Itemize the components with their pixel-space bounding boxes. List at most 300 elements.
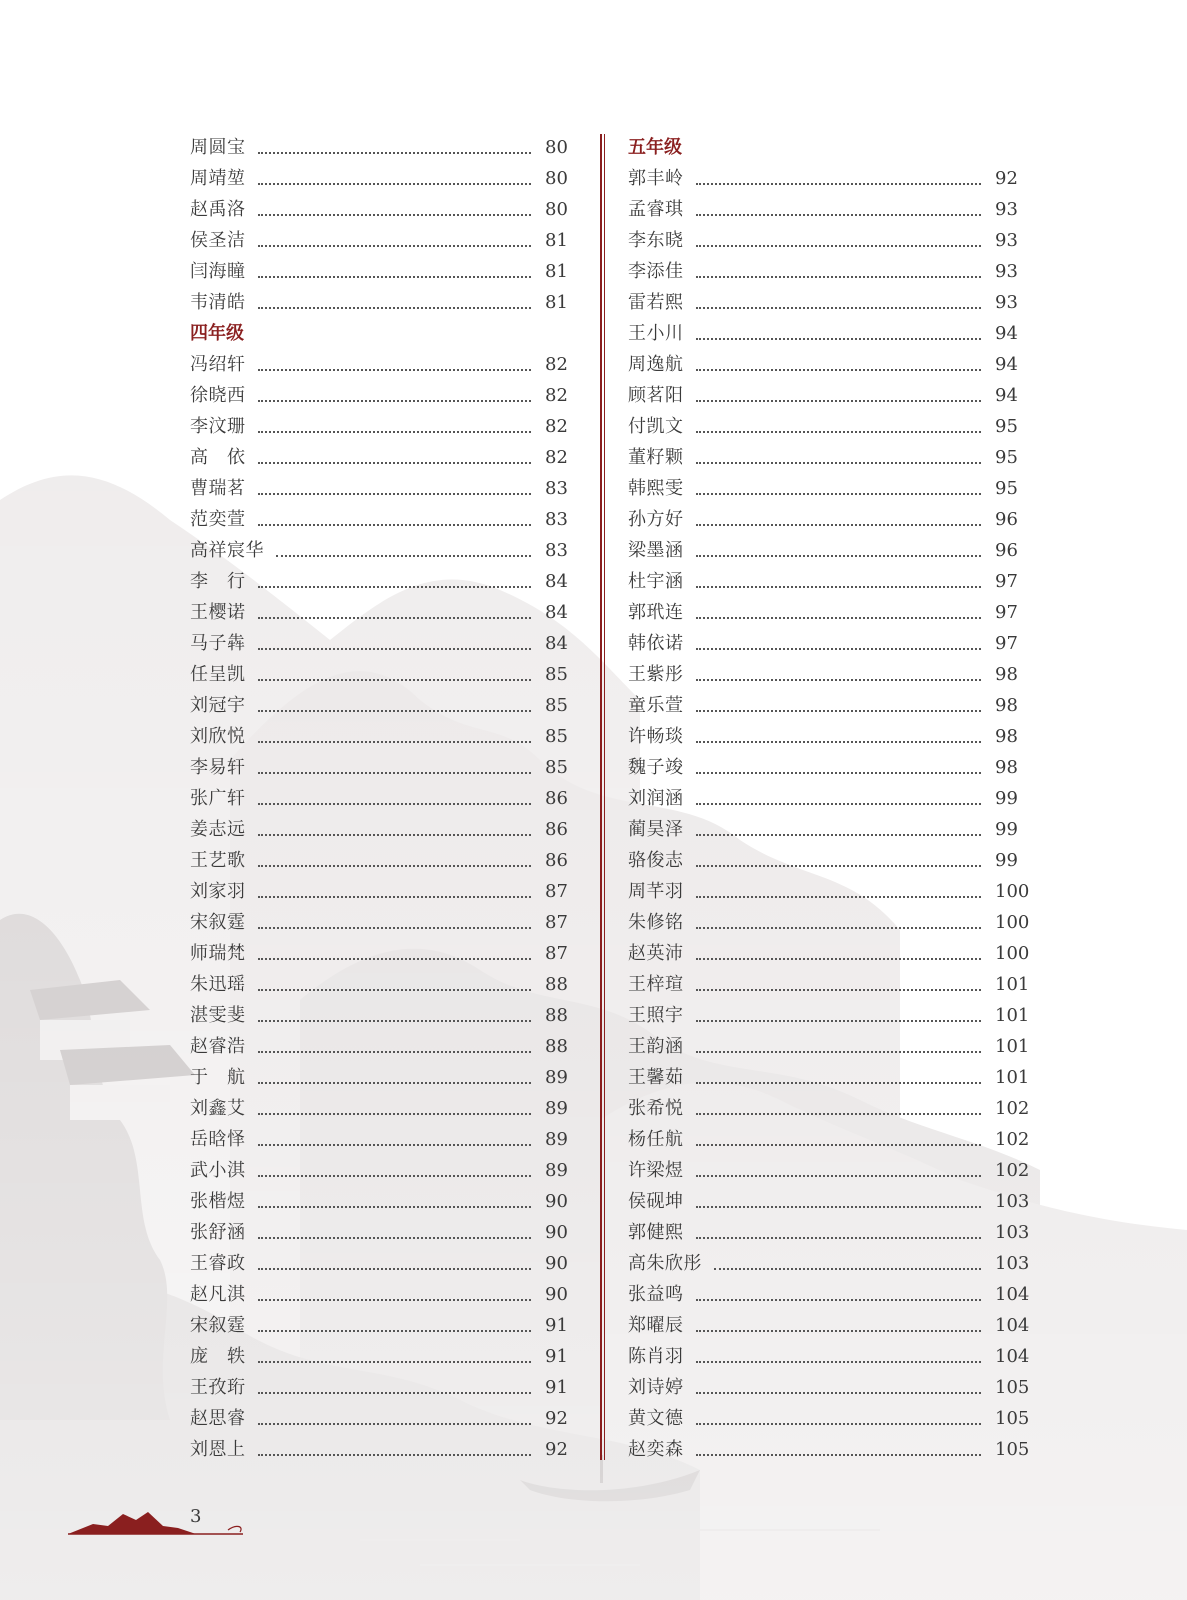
- dot-leader: [258, 1051, 532, 1053]
- entry-name: 王艺歌: [190, 850, 246, 871]
- dot-leader: [258, 1268, 532, 1270]
- entry-page-number: 86: [545, 788, 568, 809]
- entry-name: 周芊羽: [628, 881, 684, 902]
- entry-page-number: 95: [995, 447, 1018, 468]
- toc-entry: [628, 1275, 1031, 1306]
- entry-name: 刘欣悦: [190, 726, 246, 747]
- entry-page-number: 105: [995, 1408, 1030, 1429]
- entry-name: 岳晗怿: [190, 1129, 246, 1150]
- entry-name: 雷若熙: [628, 292, 684, 313]
- entry-name: 王韵涵: [628, 1036, 684, 1057]
- entry-name: 王樱诺: [190, 602, 246, 623]
- entry-page-number: 94: [995, 354, 1018, 375]
- dot-leader: [258, 648, 532, 650]
- entry-page-number: 87: [545, 943, 568, 964]
- toc-entry: [628, 1430, 1031, 1461]
- dot-leader: [258, 1206, 532, 1208]
- dot-leader: [696, 834, 982, 836]
- entry-name: 杜宇涵: [628, 571, 684, 592]
- entry-name: 周逸航: [628, 354, 684, 375]
- toc-entry: [628, 686, 1031, 717]
- entry-page-number: 103: [995, 1191, 1030, 1212]
- dot-leader: [696, 1237, 982, 1239]
- entry-page-number: 104: [995, 1346, 1030, 1367]
- entry-name: 武小淇: [190, 1160, 246, 1181]
- dot-leader: [258, 276, 532, 278]
- dot-leader: [258, 741, 532, 743]
- dot-leader: [258, 1020, 532, 1022]
- toc-entry: [628, 283, 1031, 314]
- toc-entry: [190, 1213, 575, 1244]
- entry-page-number: 96: [995, 540, 1018, 561]
- entry-name: 徐晓西: [190, 385, 246, 406]
- entry-page-number: 103: [995, 1222, 1030, 1243]
- entry-name: 魏子竣: [628, 757, 684, 778]
- dot-leader: [696, 1454, 982, 1456]
- entry-name: 赵奕森: [628, 1439, 684, 1460]
- toc-entry: [628, 159, 1031, 190]
- entry-page-number: 84: [545, 602, 568, 623]
- entry-page-number: 92: [995, 168, 1018, 189]
- dot-leader: [696, 1082, 982, 1084]
- dot-leader: [696, 555, 982, 557]
- toc-entry: [190, 1058, 575, 1089]
- toc-entry: [190, 1368, 575, 1399]
- toc-entry: [628, 314, 1031, 345]
- entry-page-number: 99: [995, 850, 1018, 871]
- toc-entry: [190, 996, 575, 1027]
- grade-heading: 四年级: [190, 323, 244, 344]
- entry-page-number: 80: [545, 199, 568, 220]
- toc-entry: [190, 779, 575, 810]
- entry-name: 宋叙霆: [190, 1315, 246, 1336]
- dot-leader: [696, 183, 982, 185]
- entry-name: 赵英沛: [628, 943, 684, 964]
- dot-leader: [258, 1330, 532, 1332]
- dot-leader: [696, 586, 982, 588]
- entry-page-number: 104: [995, 1284, 1030, 1305]
- dot-leader: [696, 1330, 982, 1332]
- dot-leader: [696, 865, 982, 867]
- toc-entry: [628, 376, 1031, 407]
- toc-entry: [190, 1027, 575, 1058]
- entry-name: 朱修铭: [628, 912, 684, 933]
- dot-leader: [696, 710, 982, 712]
- toc-entry: [190, 407, 575, 438]
- entry-page-number: 85: [545, 695, 568, 716]
- toc-entry: [190, 903, 575, 934]
- entry-name: 王紫彤: [628, 664, 684, 685]
- entry-name: 闫海瞳: [190, 261, 246, 282]
- entry-page-number: 99: [995, 788, 1018, 809]
- toc-entry: [190, 1151, 575, 1182]
- entry-page-number: 100: [995, 912, 1030, 933]
- dot-leader: [276, 555, 531, 557]
- entry-name: 李汶珊: [190, 416, 246, 437]
- entry-page-number: 100: [995, 943, 1030, 964]
- toc-entry: [190, 1182, 575, 1213]
- dot-leader: [696, 431, 982, 433]
- entry-name: 刘家羽: [190, 881, 246, 902]
- entry-name: 王孜珩: [190, 1377, 246, 1398]
- entry-page-number: 86: [545, 850, 568, 871]
- toc-entry: [190, 872, 575, 903]
- toc-entry: [190, 376, 575, 407]
- toc-entry: [190, 469, 575, 500]
- dot-leader: [696, 1299, 982, 1301]
- toc-entry: [190, 500, 575, 531]
- toc-entry: [190, 1399, 575, 1430]
- entry-name: 王睿政: [190, 1253, 246, 1274]
- entry-page-number: 82: [545, 385, 568, 406]
- toc-entry: [628, 500, 1031, 531]
- entry-page-number: 103: [995, 1253, 1030, 1274]
- entry-name: 高朱欣彤: [628, 1253, 702, 1274]
- entry-page-number: 87: [545, 881, 568, 902]
- dot-leader: [696, 245, 982, 247]
- toc-entry: [628, 748, 1031, 779]
- toc-entry: [190, 1089, 575, 1120]
- entry-page-number: 102: [995, 1129, 1030, 1150]
- toc-entry: [190, 686, 575, 717]
- entry-name: 董籽颗: [628, 447, 684, 468]
- dot-leader: [714, 1268, 981, 1270]
- entry-page-number: 83: [545, 509, 568, 530]
- dot-leader: [696, 1113, 982, 1115]
- entry-name: 朱迅瑶: [190, 974, 246, 995]
- entry-page-number: 98: [995, 695, 1018, 716]
- toc-entry: [628, 562, 1031, 593]
- entry-name: 张广轩: [190, 788, 246, 809]
- dot-leader: [696, 989, 982, 991]
- entry-name: 王小川: [628, 323, 684, 344]
- entry-page-number: 85: [545, 757, 568, 778]
- entry-page-number: 88: [545, 1005, 568, 1026]
- toc-entry: [628, 345, 1031, 376]
- entry-page-number: 100: [995, 881, 1030, 902]
- entry-name: 任呈凯: [190, 664, 246, 685]
- entry-name: 侯圣洁: [190, 230, 246, 251]
- entry-name: 于 航: [190, 1067, 246, 1088]
- entry-page-number: 98: [995, 664, 1018, 685]
- entry-name: 郑曜辰: [628, 1315, 684, 1336]
- dot-leader: [696, 896, 982, 898]
- toc-entry: [628, 252, 1031, 283]
- dot-leader: [696, 617, 982, 619]
- dot-leader: [258, 1113, 532, 1115]
- column-divider: [600, 134, 605, 1460]
- toc-entry: [628, 1182, 1031, 1213]
- dot-leader: [696, 1361, 982, 1363]
- entry-page-number: 89: [545, 1160, 568, 1181]
- toc-entry: [190, 159, 575, 190]
- toc-entry: [628, 1368, 1031, 1399]
- toc-entry: [628, 779, 1031, 810]
- entry-name: 周靖堃: [190, 168, 246, 189]
- toc-entry: [628, 717, 1031, 748]
- dot-leader: [696, 741, 982, 743]
- toc-entry: [190, 345, 575, 376]
- entry-page-number: 99: [995, 819, 1018, 840]
- dot-leader: [258, 431, 532, 433]
- toc-right-column: [628, 128, 1031, 1461]
- entry-page-number: 104: [995, 1315, 1030, 1336]
- entry-page-number: 92: [545, 1408, 568, 1429]
- dot-leader: [258, 152, 532, 154]
- toc-entry: [190, 1244, 575, 1275]
- entry-page-number: 90: [545, 1222, 568, 1243]
- dot-leader: [258, 400, 532, 402]
- entry-name: 李添佳: [628, 261, 684, 282]
- dot-leader: [696, 1423, 982, 1425]
- page-number: 3: [190, 1506, 202, 1527]
- entry-page-number: 90: [545, 1253, 568, 1274]
- toc-entry: [190, 624, 575, 655]
- entry-page-number: 89: [545, 1098, 568, 1119]
- dot-leader: [258, 834, 532, 836]
- entry-page-number: 84: [545, 571, 568, 592]
- dot-leader: [696, 1051, 982, 1053]
- toc-entry: [628, 531, 1031, 562]
- dot-leader: [258, 493, 532, 495]
- entry-page-number: 102: [995, 1098, 1030, 1119]
- toc-entry: [190, 221, 575, 252]
- toc-entry: [628, 407, 1031, 438]
- dot-leader: [258, 245, 532, 247]
- dot-leader: [696, 493, 982, 495]
- dot-leader: [696, 772, 982, 774]
- entry-page-number: 81: [545, 292, 568, 313]
- dot-leader: [696, 1144, 982, 1146]
- entry-name: 高祥宸华: [190, 540, 264, 561]
- toc-entry: [628, 593, 1031, 624]
- dot-leader: [696, 400, 982, 402]
- entry-page-number: 93: [995, 261, 1018, 282]
- entry-name: 杨任航: [628, 1129, 684, 1150]
- entry-name: 侯砚坤: [628, 1191, 684, 1212]
- entry-page-number: 88: [545, 974, 568, 995]
- entry-name: 赵凡淇: [190, 1284, 246, 1305]
- toc-entry: [190, 655, 575, 686]
- entry-name: 赵睿浩: [190, 1036, 246, 1057]
- toc-entry: [190, 1306, 575, 1337]
- entry-page-number: 98: [995, 757, 1018, 778]
- entry-name: 张楷煜: [190, 1191, 246, 1212]
- entry-name: 赵思睿: [190, 1408, 246, 1429]
- dot-leader: [258, 927, 532, 929]
- entry-page-number: 97: [995, 633, 1018, 654]
- entry-name: 王馨茹: [628, 1067, 684, 1088]
- dot-leader: [696, 679, 982, 681]
- dot-leader: [258, 710, 532, 712]
- entry-page-number: 83: [545, 478, 568, 499]
- toc-entry: [190, 190, 575, 221]
- toc-entry: [628, 841, 1031, 872]
- entry-name: 郭健熙: [628, 1222, 684, 1243]
- entry-page-number: 91: [545, 1346, 568, 1367]
- dot-leader: [696, 1020, 982, 1022]
- dot-leader: [258, 1082, 532, 1084]
- entry-name: 梁墨涵: [628, 540, 684, 561]
- dot-leader: [696, 462, 982, 464]
- entry-page-number: 85: [545, 726, 568, 747]
- entry-name: 骆俊志: [628, 850, 684, 871]
- entry-page-number: 89: [545, 1129, 568, 1150]
- entry-name: 顾茗阳: [628, 385, 684, 406]
- toc-entry: [190, 438, 575, 469]
- dot-leader: [696, 1392, 982, 1394]
- entry-name: 高 依: [190, 447, 246, 468]
- entry-name: 李易轩: [190, 757, 246, 778]
- dot-leader: [258, 1144, 532, 1146]
- toc-entry: [628, 655, 1031, 686]
- dot-leader: [258, 1175, 532, 1177]
- toc-entry: [628, 934, 1031, 965]
- entry-name: 湛雯斐: [190, 1005, 246, 1026]
- entry-name: 孟睿琪: [628, 199, 684, 220]
- entry-page-number: 101: [995, 1067, 1030, 1088]
- entry-page-number: 93: [995, 292, 1018, 313]
- toc-entry: [628, 1058, 1031, 1089]
- dot-leader: [258, 307, 532, 309]
- entry-name: 王照宇: [628, 1005, 684, 1026]
- entry-name: 黄文德: [628, 1408, 684, 1429]
- entry-page-number: 97: [995, 571, 1018, 592]
- toc-entry: [190, 128, 575, 159]
- dot-leader: [696, 927, 982, 929]
- dot-leader: [258, 958, 532, 960]
- dot-leader: [258, 617, 532, 619]
- dot-leader: [258, 183, 532, 185]
- entry-name: 刘鑫艾: [190, 1098, 246, 1119]
- entry-page-number: 82: [545, 447, 568, 468]
- dot-leader: [258, 462, 532, 464]
- entry-page-number: 101: [995, 1036, 1030, 1057]
- toc-entry: [190, 1120, 575, 1151]
- mountain-ornament-icon: [68, 1506, 248, 1536]
- entry-page-number: 101: [995, 974, 1030, 995]
- entry-name: 刘冠宇: [190, 695, 246, 716]
- entry-page-number: 81: [545, 261, 568, 282]
- entry-name: 许畅琰: [628, 726, 684, 747]
- toc-entry: [190, 593, 575, 624]
- entry-page-number: 93: [995, 230, 1018, 251]
- entry-page-number: 101: [995, 1005, 1030, 1026]
- entry-name: 刘润涵: [628, 788, 684, 809]
- dot-leader: [258, 865, 532, 867]
- dot-leader: [696, 338, 982, 340]
- toc-entry: [190, 283, 575, 314]
- toc-entry: [190, 1275, 575, 1306]
- toc-entry: [628, 1213, 1031, 1244]
- entry-page-number: 82: [545, 416, 568, 437]
- toc-entry: [628, 1089, 1031, 1120]
- entry-name: 孙方好: [628, 509, 684, 530]
- entry-name: 陈肖羽: [628, 1346, 684, 1367]
- entry-page-number: 89: [545, 1067, 568, 1088]
- entry-page-number: 87: [545, 912, 568, 933]
- dot-leader: [258, 1423, 532, 1425]
- entry-page-number: 96: [995, 509, 1018, 530]
- toc-entry: [628, 438, 1031, 469]
- grade-heading: 五年级: [628, 137, 682, 158]
- entry-name: 王梓瑄: [628, 974, 684, 995]
- dot-leader: [258, 586, 532, 588]
- entry-name: 蔺昊泽: [628, 819, 684, 840]
- toc-entry: [190, 717, 575, 748]
- entry-name: 刘诗婷: [628, 1377, 684, 1398]
- entry-page-number: 90: [545, 1284, 568, 1305]
- dot-leader: [258, 1392, 532, 1394]
- entry-page-number: 102: [995, 1160, 1030, 1181]
- entry-name: 范奕萱: [190, 509, 246, 530]
- dot-leader: [258, 524, 532, 526]
- dot-leader: [696, 214, 982, 216]
- dot-leader: [258, 214, 532, 216]
- toc-entry: [190, 841, 575, 872]
- toc-entry: [628, 190, 1031, 221]
- entry-name: 郭丰岭: [628, 168, 684, 189]
- toc-entry: [190, 934, 575, 965]
- dot-leader: [696, 648, 982, 650]
- entry-page-number: 94: [995, 385, 1018, 406]
- entry-name: 庞 轶: [190, 1346, 246, 1367]
- toc-entry: [628, 1027, 1031, 1058]
- toc-entry: [190, 748, 575, 779]
- entry-page-number: 105: [995, 1377, 1030, 1398]
- entry-page-number: 81: [545, 230, 568, 251]
- dot-leader: [258, 369, 532, 371]
- entry-page-number: 98: [995, 726, 1018, 747]
- entry-name: 许梁煜: [628, 1160, 684, 1181]
- entry-name: 姜志远: [190, 819, 246, 840]
- entry-name: 张益鸣: [628, 1284, 684, 1305]
- entry-page-number: 80: [545, 137, 568, 158]
- entry-page-number: 88: [545, 1036, 568, 1057]
- dot-leader: [258, 803, 532, 805]
- entry-page-number: 91: [545, 1315, 568, 1336]
- toc-entry: [190, 1337, 575, 1368]
- entry-page-number: 83: [545, 540, 568, 561]
- toc-entry: [190, 562, 575, 593]
- entry-page-number: 90: [545, 1191, 568, 1212]
- entry-name: 韩熙雯: [628, 478, 684, 499]
- dot-leader: [258, 1237, 532, 1239]
- entry-page-number: 80: [545, 168, 568, 189]
- toc-entry: [190, 531, 575, 562]
- toc-entry: [628, 221, 1031, 252]
- dot-leader: [258, 989, 532, 991]
- entry-page-number: 85: [545, 664, 568, 685]
- toc-entry: [628, 1151, 1031, 1182]
- toc-entry: [190, 1430, 575, 1461]
- dot-leader: [696, 958, 982, 960]
- entry-name: 刘恩上: [190, 1439, 246, 1460]
- entry-name: 张希悦: [628, 1098, 684, 1119]
- entry-name: 郭玳连: [628, 602, 684, 623]
- toc-entry: [628, 872, 1031, 903]
- entry-name: 李东晓: [628, 230, 684, 251]
- toc-entry: [628, 810, 1031, 841]
- entry-name: 付凯文: [628, 416, 684, 437]
- dot-leader: [696, 1175, 982, 1177]
- toc-entry: [628, 1399, 1031, 1430]
- toc-entry: [628, 996, 1031, 1027]
- entry-page-number: 92: [545, 1439, 568, 1460]
- toc-entry: [628, 903, 1031, 934]
- entry-name: 宋叙霆: [190, 912, 246, 933]
- dot-leader: [696, 803, 982, 805]
